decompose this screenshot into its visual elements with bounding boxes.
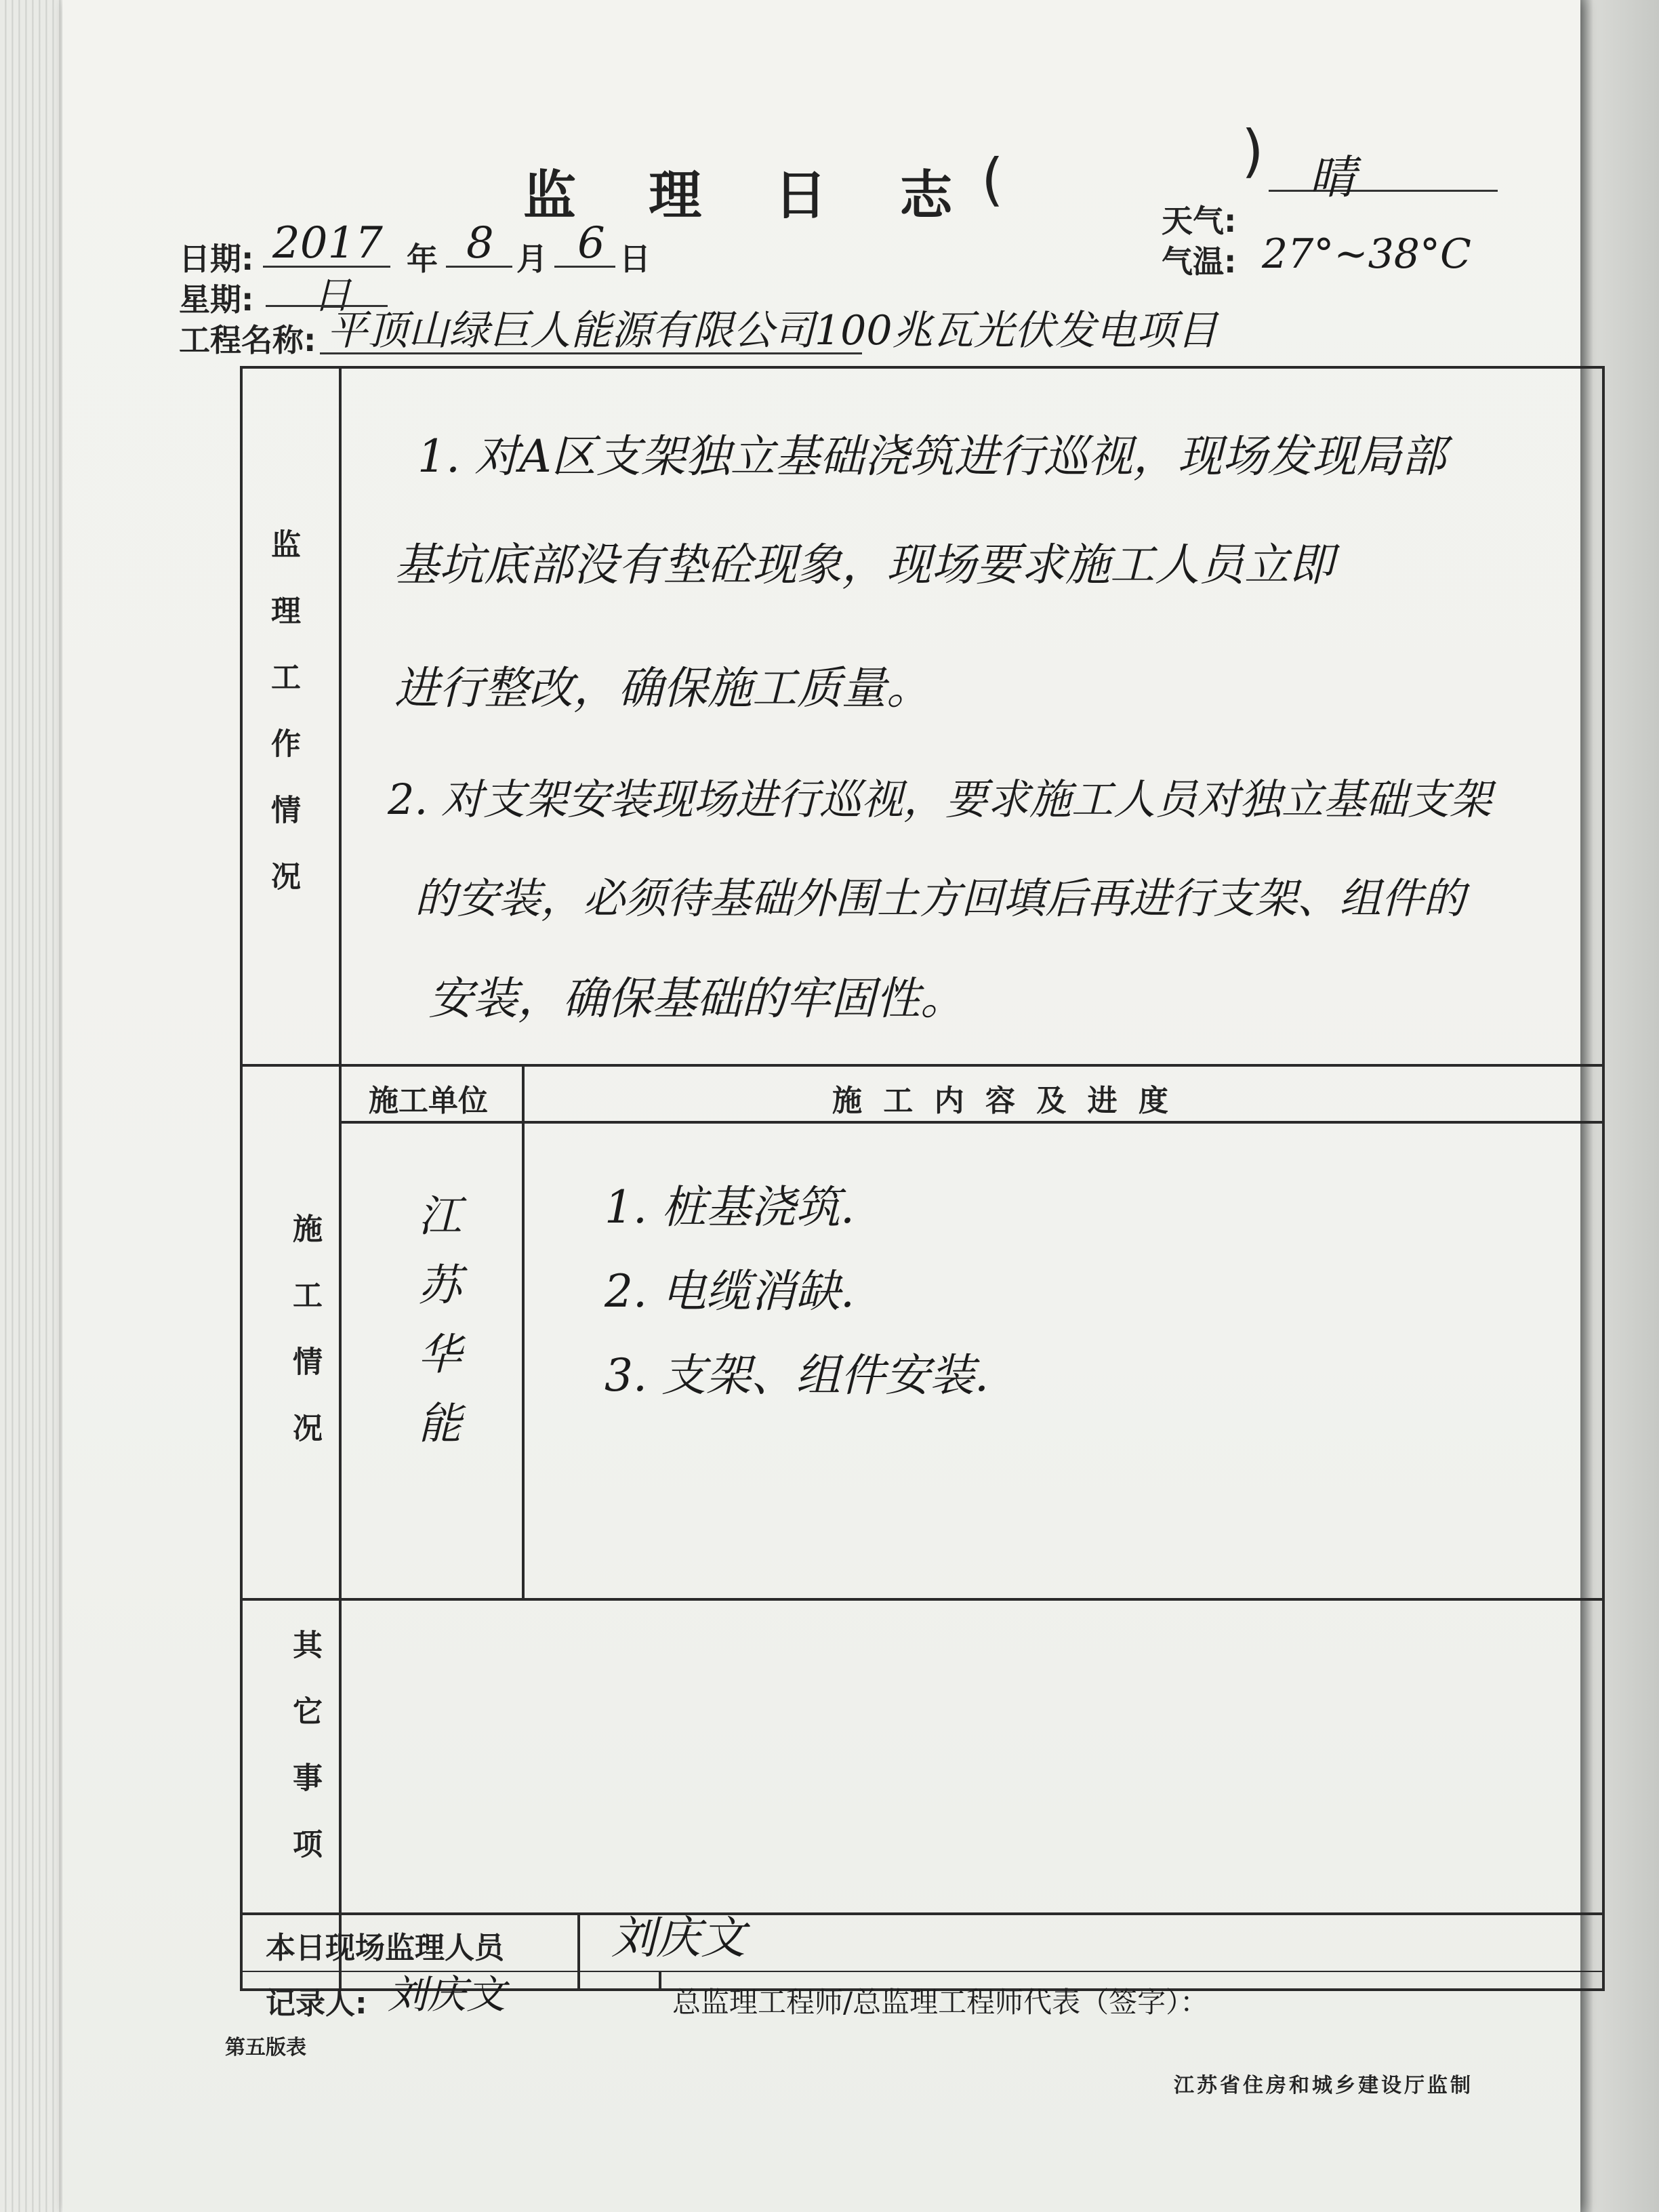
recorder-signature: 刘庆文 [388, 1971, 506, 2018]
project-underline [320, 352, 862, 354]
section-label-construction: 施工情况 [287, 1213, 322, 1479]
temperature-label: 气温: [1162, 243, 1237, 280]
project-label: 工程名称: [179, 322, 316, 359]
onsite-divider [577, 1912, 580, 1991]
day-underline [554, 266, 615, 268]
month-value: 8 [466, 218, 494, 268]
year-value: 2017 [272, 218, 383, 268]
recorder-divider [659, 1971, 661, 1991]
temperature-value: 27°~38°C [1262, 230, 1471, 278]
day-label: 日 [619, 241, 651, 277]
row-divider-other [240, 1912, 1605, 1915]
date-label: 日期: [179, 241, 254, 277]
weekday-label: 星期: [179, 281, 254, 318]
log-page [62, 0, 1580, 2212]
supervision-line-3: 进行整改，确保施工质量。 [394, 662, 931, 714]
recorder-label: 记录人: [266, 1986, 367, 2021]
weather-label: 天气: [1162, 203, 1237, 239]
chief-engineer-label: 总监理工程师/总监理工程师代表（签字）： [672, 1986, 1209, 2019]
construction-item-2: 2. 电缆消缺. [605, 1265, 855, 1317]
log-table [240, 366, 1605, 1991]
supervision-line-1: 1. 对A区支架独立基础浇筑进行巡视，现场发现局部 [417, 430, 1446, 483]
label-column-divider [339, 366, 342, 1991]
month-underline [446, 266, 512, 268]
construction-unit-value: 江苏华能 [411, 1193, 461, 1469]
row-divider-construction [240, 1598, 1605, 1601]
construction-content-header: 施 工 内 容 及 进 度 [832, 1084, 1174, 1118]
weekday-value: 日 [313, 274, 351, 318]
construction-item-3: 3. 支架、组件安装. [605, 1349, 989, 1401]
supervision-line-5: 的安装，必须待基础外围土方回填后再进行支架、组件的 [415, 874, 1466, 923]
construction-unit-header: 施工单位 [369, 1084, 488, 1118]
construction-unit-divider [522, 1064, 525, 1598]
title-paren-close: ) [1242, 118, 1264, 184]
year-label: 年 [407, 241, 438, 277]
title-paren-open: ( [981, 146, 1004, 213]
row-divider-construction-header [339, 1121, 1605, 1124]
section-label-supervision: 监理工作情况 [266, 529, 300, 927]
weather-value: 晴 [1309, 151, 1356, 205]
row-divider-supervision [240, 1064, 1605, 1067]
construction-item-1: 1. 桩基浇筑. [605, 1181, 855, 1233]
day-value: 6 [577, 218, 605, 268]
project-value: 平顶山绿巨人能源有限公司100兆瓦光伏发电项目 [327, 307, 1218, 354]
supervision-line-2: 基坑底部没有垫砼现象，现场要求施工人员立即 [394, 539, 1334, 591]
weather-underline [1269, 190, 1498, 192]
supervision-line-4: 2. 对支架安装现场进行巡视，要求施工人员对独立基础支架 [388, 775, 1492, 824]
onsite-supervisor-signature: 刘庆文 [611, 1912, 745, 1964]
onsite-supervisor-label: 本日现场监理人员 [266, 1931, 504, 1965]
supervision-line-6: 安装，确保基础的牢固性。 [428, 972, 965, 1025]
section-label-other: 其它事项 [287, 1629, 322, 1895]
month-label: 月 [516, 241, 548, 277]
form-title: 监 理 日 志 [523, 165, 980, 226]
edition-note: 第五版表 [225, 2036, 306, 2060]
issuer-note: 江苏省住房和城乡建设厅监制 [1174, 2074, 1473, 2097]
